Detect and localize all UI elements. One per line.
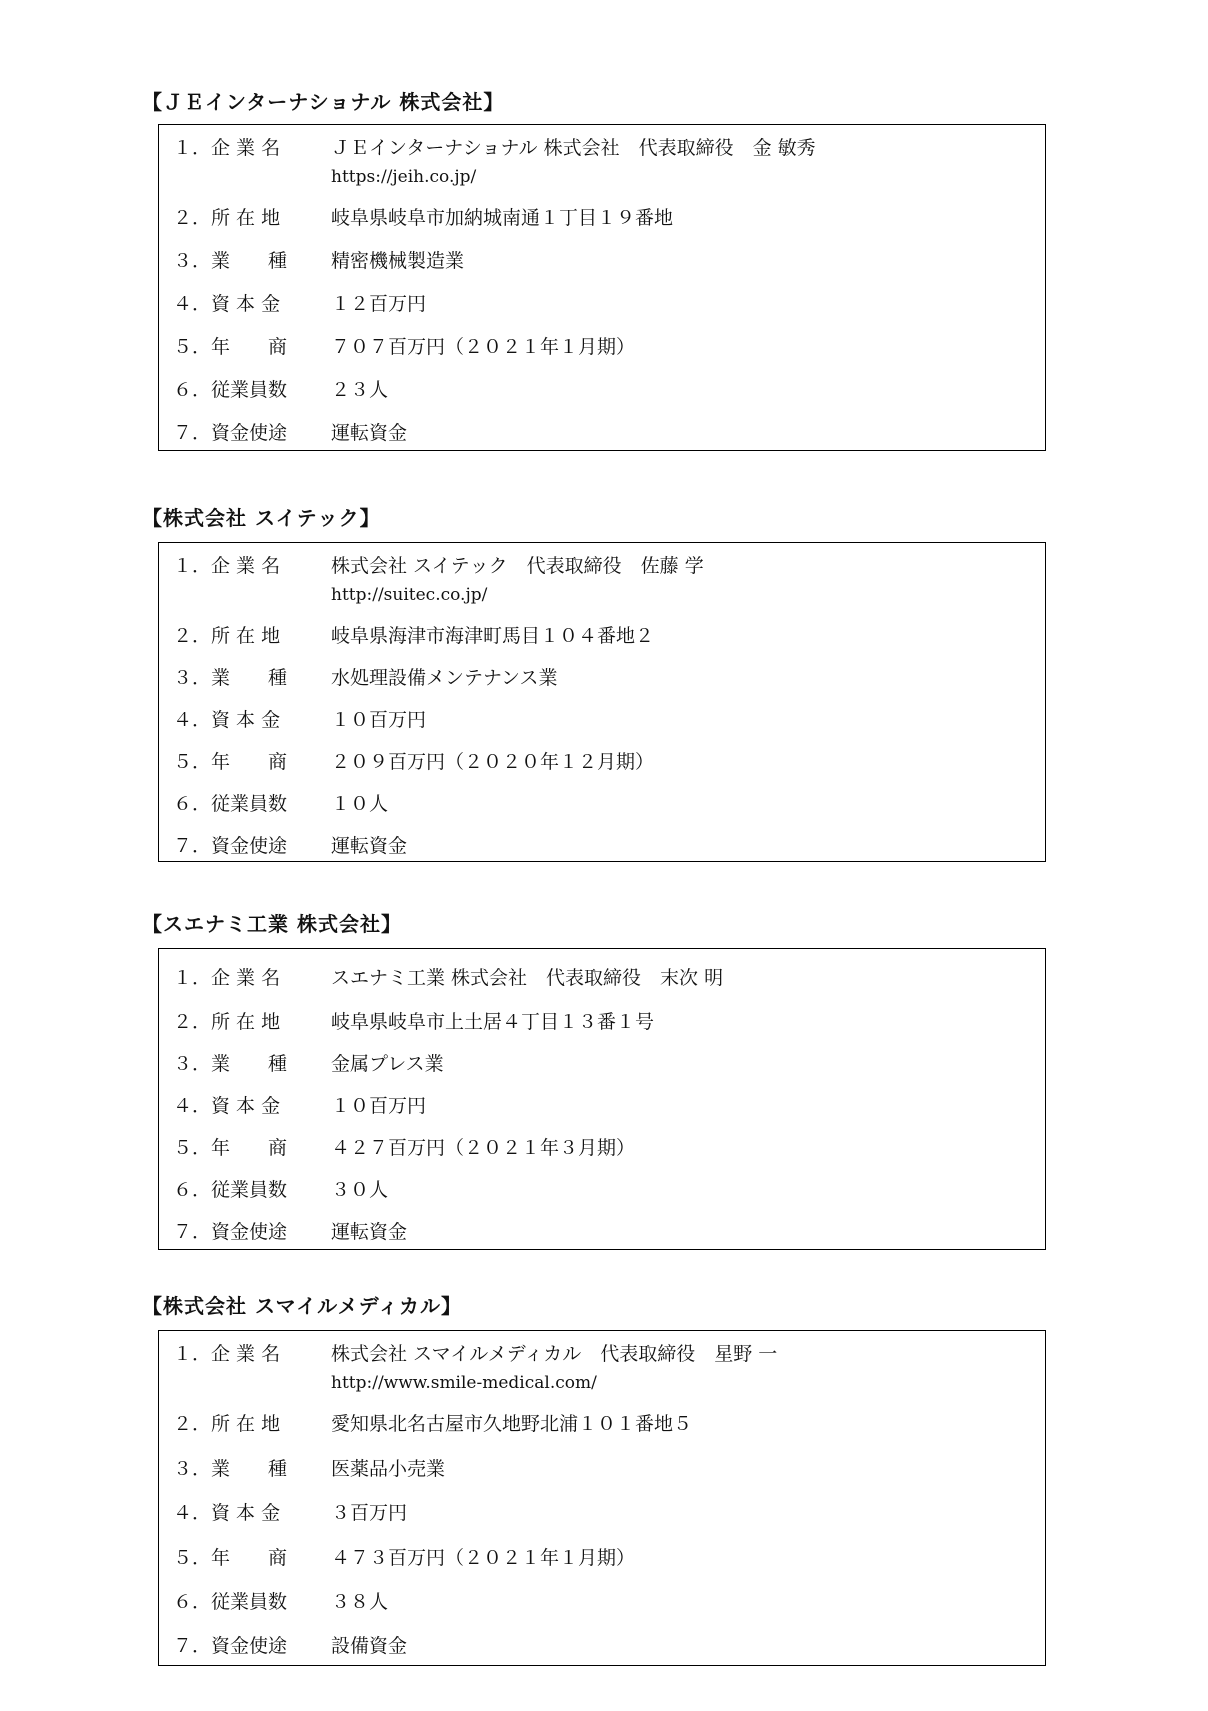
row-label: １．企 業 名 — [173, 137, 281, 159]
row-label: ３．業 種 — [173, 1053, 288, 1075]
row-value: ２０９百万円（２０２０年１２月期） — [331, 751, 655, 773]
row-value: １０人 — [331, 793, 389, 815]
row-value: 岐阜県海津市海津町馬目１０４番地２ — [331, 625, 655, 647]
row-label: ３．業 種 — [173, 1458, 288, 1480]
row-value: 運転資金 — [331, 835, 408, 857]
row-label: ５．年 商 — [173, 751, 288, 773]
row-label: １．企 業 名 — [173, 967, 281, 989]
company-4-box — [158, 1330, 1046, 1666]
row-value: １２百万円 — [331, 293, 427, 315]
row-label: １．企 業 名 — [173, 1343, 281, 1365]
row-value: スエナミ工業 株式会社 代表取締役 末次 明 — [331, 967, 724, 989]
row-value: ４７３百万円（２０２１年１月期） — [331, 1547, 636, 1569]
row-value: 精密機械製造業 — [331, 250, 465, 272]
row-label: ２．所 在 地 — [173, 625, 281, 647]
row-label: ４．資 本 金 — [173, 709, 281, 731]
row-label: ２．所 在 地 — [173, 1011, 281, 1033]
row-label: ３．業 種 — [173, 667, 288, 689]
company-1-box — [158, 124, 1046, 451]
company-2-box — [158, 542, 1046, 862]
row-value: 設備資金 — [331, 1635, 408, 1657]
row-value: 医薬品小売業 — [331, 1458, 446, 1480]
row-label: ２．所 在 地 — [173, 207, 281, 229]
row-label: ７．資金使途 — [173, 1635, 288, 1657]
row-value: 金属プレス業 — [331, 1053, 444, 1075]
row-value: 岐阜県岐阜市上土居４丁目１３番１号 — [331, 1011, 655, 1033]
row-value: ３８人 — [331, 1591, 389, 1613]
row-value: ４２７百万円（２０２１年３月期） — [331, 1137, 636, 1159]
company-4-title: 【株式会社 スマイルメディカル】 — [142, 1294, 462, 1318]
row-value: 運転資金 — [331, 422, 408, 444]
row-label: ４．資 本 金 — [173, 1095, 281, 1117]
row-value: 愛知県北名古屋市久地野北浦１０１番地５ — [331, 1413, 693, 1435]
row-value: 岐阜県岐阜市加納城南通１丁目１９番地 — [331, 207, 674, 229]
row-label: ２．所 在 地 — [173, 1413, 281, 1435]
company-1-title: 【ＪＥインターナショナル 株式会社】 — [142, 90, 505, 114]
company-url: http://suitec.co.jp/ — [331, 585, 488, 605]
row-label: ５．年 商 — [173, 336, 288, 358]
company-3-box — [158, 948, 1046, 1250]
row-value: ＪＥインターナショナル 株式会社 代表取締役 金 敏秀 — [331, 137, 816, 159]
row-label: ６．従業員数 — [173, 1591, 288, 1613]
company-url: https://jeih.co.jp/ — [331, 167, 477, 187]
row-value: ７０７百万円（２０２１年１月期） — [331, 336, 636, 358]
company-url: http://www.smile-medical.com/ — [331, 1373, 597, 1393]
row-value: 水処理設備メンテナンス業 — [331, 667, 558, 689]
company-2-title: 【株式会社 スイテック】 — [142, 506, 381, 530]
row-label: ３．業 種 — [173, 250, 288, 272]
row-label: １．企 業 名 — [173, 555, 281, 577]
row-value: ３百万円 — [331, 1502, 408, 1524]
row-label: ６．従業員数 — [173, 793, 288, 815]
row-value: 株式会社 スマイルメディカル 代表取締役 星野 一 — [331, 1343, 778, 1365]
row-value: 株式会社 スイテック 代表取締役 佐藤 学 — [331, 555, 704, 577]
row-label: ６．従業員数 — [173, 379, 288, 401]
row-value: 運転資金 — [331, 1221, 408, 1243]
row-value: ２３人 — [331, 379, 389, 401]
row-label: ５．年 商 — [173, 1137, 288, 1159]
company-3-title: 【スエナミ工業 株式会社】 — [142, 912, 402, 936]
row-label: ４．資 本 金 — [173, 293, 281, 315]
row-value: １０百万円 — [331, 709, 427, 731]
row-label: ４．資 本 金 — [173, 1502, 281, 1524]
row-label: ６．従業員数 — [173, 1179, 288, 1201]
row-value: ３０人 — [331, 1179, 389, 1201]
row-label: ５．年 商 — [173, 1547, 288, 1569]
row-label: ７．資金使途 — [173, 835, 288, 857]
row-label: ７．資金使途 — [173, 1221, 288, 1243]
row-label: ７．資金使途 — [173, 422, 288, 444]
row-value: １０百万円 — [331, 1095, 427, 1117]
